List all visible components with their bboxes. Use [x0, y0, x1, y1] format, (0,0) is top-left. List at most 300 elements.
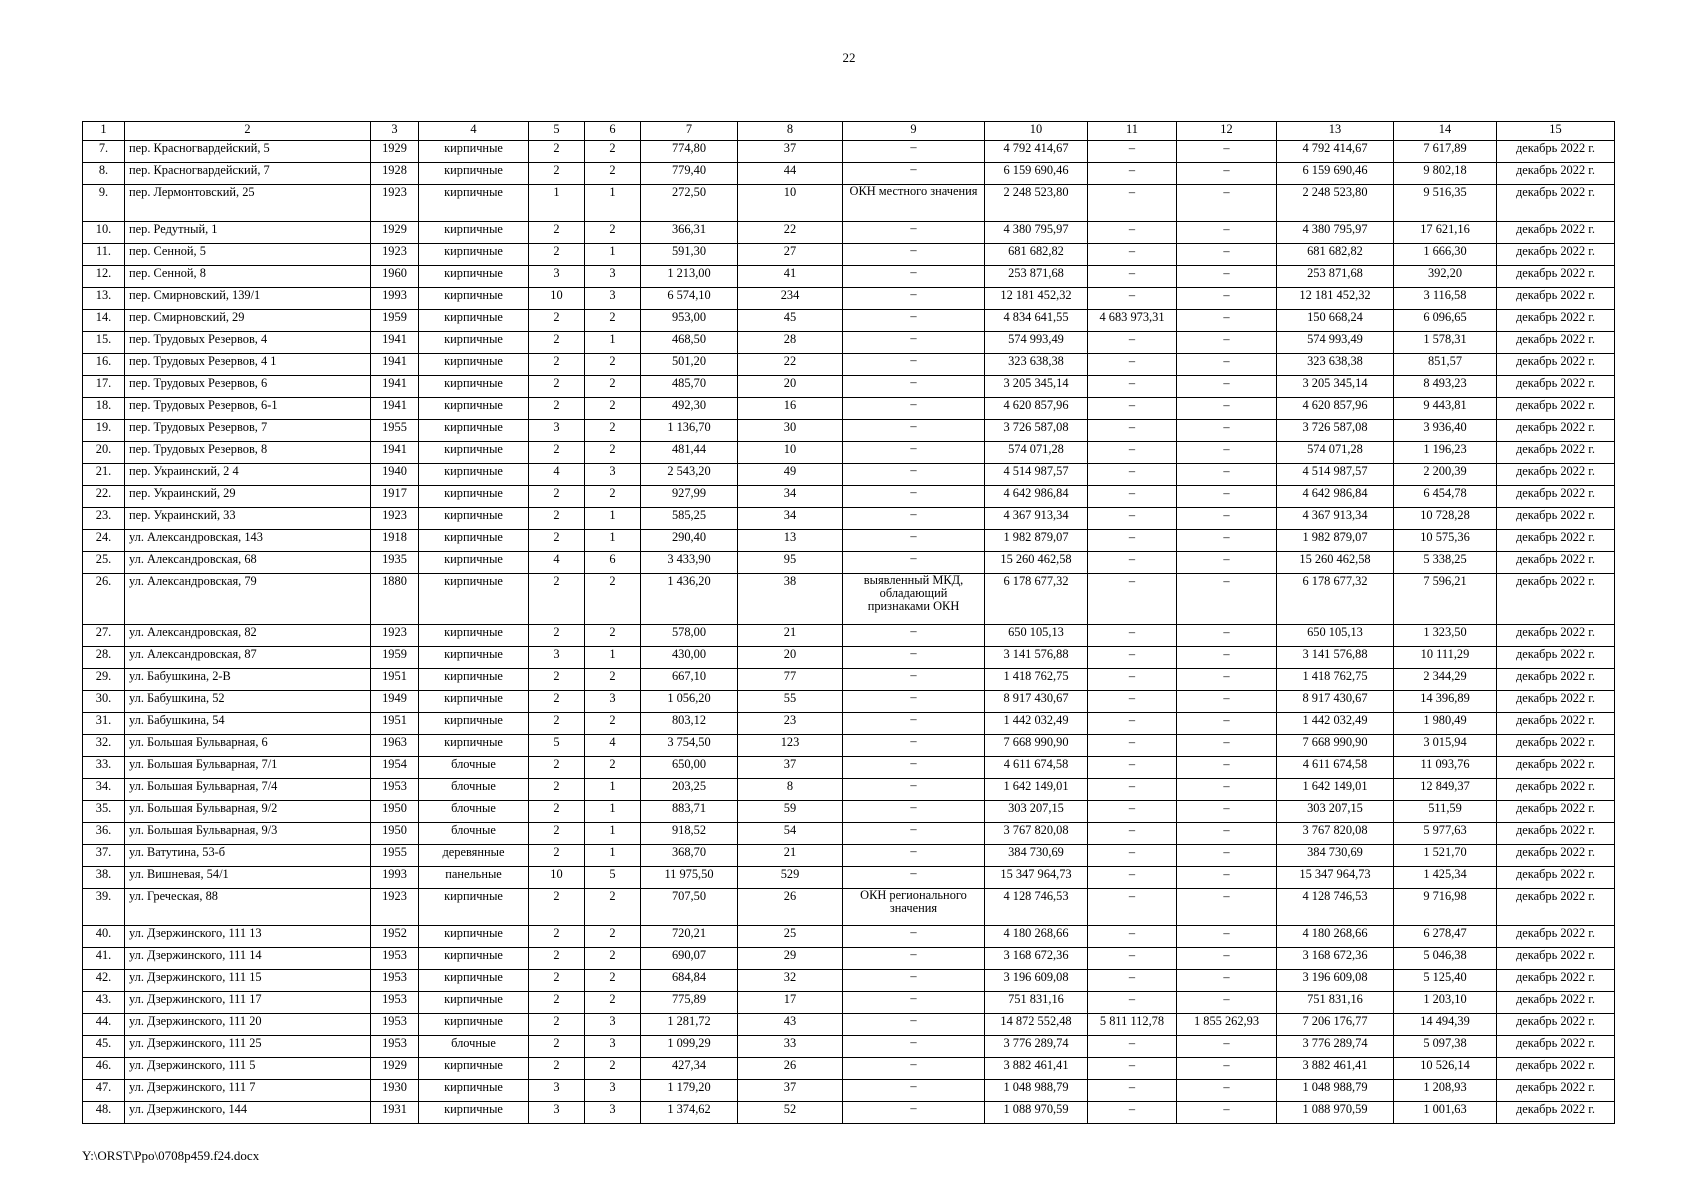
column-header: 14 [1394, 122, 1497, 141]
table-row [83, 691, 1615, 713]
table-cell: 1941 [371, 332, 419, 354]
table-cell: – [843, 757, 985, 779]
table-cell: 1 136,70 [641, 420, 738, 442]
table-cell: – [843, 310, 985, 332]
table-cell: 1 [585, 779, 641, 801]
table-cell: ул. Александровская, 79 [125, 574, 371, 625]
table-cell: 1923 [371, 889, 419, 926]
table-cell: 7 668 990,90 [1277, 735, 1394, 757]
table-cell: 32. [83, 735, 125, 757]
table-cell: 45. [83, 1036, 125, 1058]
table-cell: 59 [738, 801, 843, 823]
table-cell: 44 [738, 163, 843, 185]
table-cell: – [843, 713, 985, 735]
table-row [83, 779, 1615, 801]
table-cell: 8 917 430,67 [985, 691, 1088, 713]
table-cell: блочные [419, 801, 529, 823]
table-row [83, 508, 1615, 530]
table-cell: декабрь 2022 г. [1497, 574, 1615, 625]
table-cell: 4 367 913,34 [1277, 508, 1394, 530]
table-cell: 1993 [371, 288, 419, 310]
table-cell: – [1088, 486, 1177, 508]
table-cell: кирпичные [419, 552, 529, 574]
table-cell: 690,07 [641, 948, 738, 970]
table-cell: 3 168 672,36 [985, 948, 1088, 970]
table-cell: 3 [585, 1080, 641, 1102]
table-cell: 18. [83, 398, 125, 420]
table-cell: – [1088, 1058, 1177, 1080]
table-cell: 481,44 [641, 442, 738, 464]
table-cell: 1953 [371, 1014, 419, 1036]
table-cell: декабрь 2022 г. [1497, 713, 1615, 735]
table-cell: – [843, 669, 985, 691]
table-cell: 9. [83, 185, 125, 222]
table-cell: 511,59 [1394, 801, 1497, 823]
column-header: 6 [585, 122, 641, 141]
table-cell: 31. [83, 713, 125, 735]
table-cell: 10 [529, 867, 585, 889]
table-cell: кирпичные [419, 141, 529, 163]
table-cell: 41 [738, 266, 843, 288]
table-cell: 366,31 [641, 222, 738, 244]
table-cell: кирпичные [419, 735, 529, 757]
table-cell: – [843, 163, 985, 185]
table-cell: кирпичные [419, 185, 529, 222]
table-cell: 1955 [371, 845, 419, 867]
table-cell: – [1088, 801, 1177, 823]
table-cell: 303 207,15 [985, 801, 1088, 823]
table-cell: 253 871,68 [1277, 266, 1394, 288]
table-cell: 3 [529, 420, 585, 442]
table-cell: 3 767 820,08 [1277, 823, 1394, 845]
table-cell: 15 347 964,73 [1277, 867, 1394, 889]
table-cell: – [1088, 266, 1177, 288]
table-cell: 1 [585, 508, 641, 530]
table-cell: 1954 [371, 757, 419, 779]
table-cell: 21 [738, 625, 843, 647]
table-cell: 55 [738, 691, 843, 713]
table-cell: – [1088, 244, 1177, 266]
table-cell: 42. [83, 970, 125, 992]
table-cell: 2 [585, 970, 641, 992]
table-cell: 3 205 345,14 [1277, 376, 1394, 398]
table-cell: 574 071,28 [1277, 442, 1394, 464]
table-cell: декабрь 2022 г. [1497, 735, 1615, 757]
table-cell: – [1177, 141, 1277, 163]
table-cell: – [843, 398, 985, 420]
table-cell: ул. Александровская, 82 [125, 625, 371, 647]
table-cell: – [1088, 530, 1177, 552]
table-cell: – [1088, 552, 1177, 574]
table-cell: 27 [738, 244, 843, 266]
table-cell: 5 811 112,78 [1088, 1014, 1177, 1036]
table-cell: кирпичные [419, 376, 529, 398]
table-cell: – [1177, 735, 1277, 757]
table-cell: декабрь 2022 г. [1497, 992, 1615, 1014]
table-cell: 29. [83, 669, 125, 691]
table-cell: 1 642 149,01 [1277, 779, 1394, 801]
table-cell: 1918 [371, 530, 419, 552]
table-cell: блочные [419, 757, 529, 779]
table-cell: 384 730,69 [1277, 845, 1394, 867]
table-cell: 10 575,36 [1394, 530, 1497, 552]
table-cell: – [1177, 420, 1277, 442]
table-cell: кирпичные [419, 244, 529, 266]
table-cell: 1950 [371, 823, 419, 845]
table-cell: 11 093,76 [1394, 757, 1497, 779]
table-cell: – [1088, 163, 1177, 185]
table-row [83, 948, 1615, 970]
table-cell: 2 [529, 163, 585, 185]
table-cell: пер. Трудовых Резервов, 6-1 [125, 398, 371, 420]
table-cell: 150 668,24 [1277, 310, 1394, 332]
table-cell: 2 [529, 354, 585, 376]
table-cell: – [1088, 845, 1177, 867]
table-cell: 2 [529, 508, 585, 530]
column-header: 8 [738, 122, 843, 141]
table-cell: 22. [83, 486, 125, 508]
table-cell: ул. Дзержинского, 111 25 [125, 1036, 371, 1058]
table-cell: 1 [585, 185, 641, 222]
table-cell: 1 578,31 [1394, 332, 1497, 354]
table-body [83, 141, 1615, 1124]
table-cell: 323 638,38 [1277, 354, 1394, 376]
table-cell: 1 [585, 801, 641, 823]
table-cell: 1923 [371, 625, 419, 647]
table-cell: – [843, 376, 985, 398]
table-cell: 2 [529, 244, 585, 266]
table-cell: 41. [83, 948, 125, 970]
table-cell: – [1177, 1036, 1277, 1058]
table-cell: 1935 [371, 552, 419, 574]
table-cell: – [843, 288, 985, 310]
table-cell: 1 048 988,79 [1277, 1080, 1394, 1102]
table-cell: 1 196,23 [1394, 442, 1497, 464]
table-cell: 2 [529, 669, 585, 691]
table-cell: 2 [585, 310, 641, 332]
table-cell: – [1088, 647, 1177, 669]
table-cell: ул. Большая Бульварная, 9/2 [125, 801, 371, 823]
table-cell: 1 088 970,59 [985, 1102, 1088, 1124]
table-cell: ОКН местного значения [843, 185, 985, 222]
table-cell: – [843, 442, 985, 464]
table-cell: 4 792 414,67 [1277, 141, 1394, 163]
table-cell: 12. [83, 266, 125, 288]
table-cell: ул. Александровская, 143 [125, 530, 371, 552]
table-cell: – [1088, 992, 1177, 1014]
table-cell: 17 [738, 992, 843, 1014]
table-cell: 1941 [371, 398, 419, 420]
table-cell: декабрь 2022 г. [1497, 398, 1615, 420]
table-cell: ул. Бабушкина, 2-В [125, 669, 371, 691]
table-cell: декабрь 2022 г. [1497, 1080, 1615, 1102]
column-header: 7 [641, 122, 738, 141]
table-row [83, 288, 1615, 310]
table-cell: пер. Смирновский, 29 [125, 310, 371, 332]
table-cell: декабрь 2022 г. [1497, 310, 1615, 332]
table-cell: – [1177, 926, 1277, 948]
table-cell: декабрь 2022 г. [1497, 508, 1615, 530]
table-cell: 720,21 [641, 926, 738, 948]
table-cell: 39. [83, 889, 125, 926]
table-cell: декабрь 2022 г. [1497, 442, 1615, 464]
table-cell: 38 [738, 574, 843, 625]
table-cell: – [843, 823, 985, 845]
table-cell: 3 [585, 691, 641, 713]
table-cell: 1 855 262,93 [1177, 1014, 1277, 1036]
table-cell: пер. Украинский, 33 [125, 508, 371, 530]
table-cell: 44. [83, 1014, 125, 1036]
table-cell: декабрь 2022 г. [1497, 845, 1615, 867]
table-cell: 2 [529, 801, 585, 823]
table-cell: 1955 [371, 420, 419, 442]
table-row [83, 823, 1615, 845]
table-cell: – [1177, 691, 1277, 713]
table-cell: декабрь 2022 г. [1497, 970, 1615, 992]
table-cell: ул. Греческая, 88 [125, 889, 371, 926]
table-cell: 8 [738, 779, 843, 801]
table-cell: – [1177, 244, 1277, 266]
table-cell: 3 [585, 288, 641, 310]
table-cell: 3 [585, 1102, 641, 1124]
table-cell: – [843, 266, 985, 288]
table-cell: 22 [738, 354, 843, 376]
table-cell: 2 [529, 845, 585, 867]
table-cell: декабрь 2022 г. [1497, 691, 1615, 713]
table-cell: 4 611 674,58 [1277, 757, 1394, 779]
table-row [83, 163, 1615, 185]
table-cell: – [1177, 779, 1277, 801]
table-cell: выявленный МКД, обладающий признаками ОКН [843, 574, 985, 625]
table-cell: 1 982 879,07 [1277, 530, 1394, 552]
table-cell: 34. [83, 779, 125, 801]
table-cell: 368,70 [641, 845, 738, 867]
table-cell: 1 323,50 [1394, 625, 1497, 647]
table-cell: 34 [738, 508, 843, 530]
housing-table [82, 121, 1615, 1124]
table-cell: 2 [585, 757, 641, 779]
table-cell: ул. Дзержинского, 111 17 [125, 992, 371, 1014]
table-cell: пер. Трудовых Резервов, 7 [125, 420, 371, 442]
table-cell: – [1088, 1080, 1177, 1102]
table-cell: ул. Дзержинского, 111 5 [125, 1058, 371, 1080]
table-cell: 23 [738, 713, 843, 735]
table-cell: кирпичные [419, 647, 529, 669]
table-cell: кирпичные [419, 222, 529, 244]
table-cell: – [843, 1058, 985, 1080]
table-cell: 650,00 [641, 757, 738, 779]
table-cell: ул. Александровская, 68 [125, 552, 371, 574]
table-cell: – [843, 530, 985, 552]
table-cell: 883,71 [641, 801, 738, 823]
table-cell: ул. Ватутина, 53-б [125, 845, 371, 867]
table-cell: 3 [529, 647, 585, 669]
table-cell: 1 213,00 [641, 266, 738, 288]
table-cell: – [1177, 288, 1277, 310]
table-row [83, 486, 1615, 508]
table-cell: 1 281,72 [641, 1014, 738, 1036]
table-cell: 1 982 879,07 [985, 530, 1088, 552]
table-row [83, 647, 1615, 669]
table-cell: 953,00 [641, 310, 738, 332]
table-cell: 2 [585, 442, 641, 464]
table-cell: 20 [738, 376, 843, 398]
table-cell: – [1177, 398, 1277, 420]
table-cell: 2 248 523,80 [1277, 185, 1394, 222]
table-cell: 12 849,37 [1394, 779, 1497, 801]
table-cell: 1 442 032,49 [985, 713, 1088, 735]
table-cell: 11. [83, 244, 125, 266]
table-cell: – [1177, 574, 1277, 625]
table-cell: 3 767 820,08 [985, 823, 1088, 845]
table-cell: кирпичные [419, 1058, 529, 1080]
table-row [83, 442, 1615, 464]
table-cell: 37. [83, 845, 125, 867]
column-header: 15 [1497, 122, 1615, 141]
table-cell: 10. [83, 222, 125, 244]
table-cell: 1 [585, 530, 641, 552]
table-cell: 751 831,16 [1277, 992, 1394, 1014]
table-cell: 2 [529, 332, 585, 354]
table-cell: декабрь 2022 г. [1497, 948, 1615, 970]
table-cell: декабрь 2022 г. [1497, 669, 1615, 691]
table-cell: – [1088, 691, 1177, 713]
table-cell: 16. [83, 354, 125, 376]
table-cell: 1 [585, 244, 641, 266]
table-cell: 4 620 857,96 [1277, 398, 1394, 420]
table-cell: 1 056,20 [641, 691, 738, 713]
table-cell: панельные [419, 867, 529, 889]
table-cell: – [1088, 779, 1177, 801]
table-cell: 43 [738, 1014, 843, 1036]
table-cell: – [1088, 354, 1177, 376]
table-cell: 1953 [371, 948, 419, 970]
table-cell: пер. Красногвардейский, 7 [125, 163, 371, 185]
table-cell: ОКН регионального значения [843, 889, 985, 926]
table-cell: 2 [529, 1014, 585, 1036]
table-cell: 1929 [371, 141, 419, 163]
table-cell: – [843, 508, 985, 530]
table-cell: – [843, 244, 985, 266]
table-cell: 803,12 [641, 713, 738, 735]
table-cell: 4 834 641,55 [985, 310, 1088, 332]
table-cell: декабрь 2022 г. [1497, 185, 1615, 222]
table-cell: 2 543,20 [641, 464, 738, 486]
table-cell: 4 [529, 464, 585, 486]
table-cell: 10 728,28 [1394, 508, 1497, 530]
table-cell: 3 754,50 [641, 735, 738, 757]
table-cell: 5 097,38 [1394, 1036, 1497, 1058]
table-cell: 1941 [371, 354, 419, 376]
table-cell: 3 168 672,36 [1277, 948, 1394, 970]
table-cell: 7 668 990,90 [985, 735, 1088, 757]
table-cell: 1993 [371, 867, 419, 889]
table-row [83, 992, 1615, 1014]
table-cell: 2 [529, 486, 585, 508]
table-cell: 1951 [371, 713, 419, 735]
table-cell: 2 [529, 889, 585, 926]
table-cell: 574 993,49 [1277, 332, 1394, 354]
table-cell: декабрь 2022 г. [1497, 867, 1615, 889]
table-cell: 1930 [371, 1080, 419, 1102]
table-cell: – [843, 691, 985, 713]
table-cell: 253 871,68 [985, 266, 1088, 288]
table-cell: 2 [529, 398, 585, 420]
table-row [83, 398, 1615, 420]
table-cell: 468,50 [641, 332, 738, 354]
table-cell: – [843, 141, 985, 163]
table-cell: – [843, 867, 985, 889]
table-cell: – [1088, 970, 1177, 992]
table-cell: – [1088, 867, 1177, 889]
table-cell: – [1088, 185, 1177, 222]
table-row [83, 266, 1615, 288]
table-cell: кирпичные [419, 420, 529, 442]
table-cell: 1 048 988,79 [985, 1080, 1088, 1102]
table-cell: 10 526,14 [1394, 1058, 1497, 1080]
table-cell: 1931 [371, 1102, 419, 1124]
table-cell: 14 872 552,48 [985, 1014, 1088, 1036]
table-cell: 203,25 [641, 779, 738, 801]
table-cell: 4 683 973,31 [1088, 310, 1177, 332]
table-cell: 1929 [371, 1058, 419, 1080]
table-cell: кирпичные [419, 669, 529, 691]
table-cell: 2 [529, 1058, 585, 1080]
table-row [83, 735, 1615, 757]
table-cell: 6 178 677,32 [1277, 574, 1394, 625]
table-cell: 7 596,21 [1394, 574, 1497, 625]
table-cell: – [1088, 669, 1177, 691]
table-cell: 9 443,81 [1394, 398, 1497, 420]
table-cell: 2 [585, 1058, 641, 1080]
table-cell: кирпичные [419, 970, 529, 992]
table-row [83, 332, 1615, 354]
table-cell: кирпичные [419, 288, 529, 310]
table-cell: 427,34 [641, 1058, 738, 1080]
table-cell: 15 260 462,58 [1277, 552, 1394, 574]
table-cell: – [843, 1080, 985, 1102]
table-cell: 26 [738, 889, 843, 926]
table-row [83, 574, 1615, 625]
table-cell: 1 374,62 [641, 1102, 738, 1124]
table-cell: 33 [738, 1036, 843, 1058]
table-cell: 1 418 762,75 [1277, 669, 1394, 691]
table-row [83, 244, 1615, 266]
table-cell: 9 802,18 [1394, 163, 1497, 185]
table-cell: 290,40 [641, 530, 738, 552]
table-cell: – [1177, 464, 1277, 486]
table-row [83, 926, 1615, 948]
table-cell: пер. Трудовых Резервов, 4 1 [125, 354, 371, 376]
table-cell: 2 [529, 1036, 585, 1058]
table-cell: 2 [529, 992, 585, 1014]
table-cell: 1 088 970,59 [1277, 1102, 1394, 1124]
table-cell: 1928 [371, 163, 419, 185]
table-cell: – [1177, 222, 1277, 244]
table-cell: 3 141 576,88 [985, 647, 1088, 669]
table-row [83, 552, 1615, 574]
table-cell: 485,70 [641, 376, 738, 398]
table-cell: декабрь 2022 г. [1497, 779, 1615, 801]
table-cell: 1949 [371, 691, 419, 713]
table-cell: – [1177, 266, 1277, 288]
table-cell: 1 [529, 185, 585, 222]
table-cell: 2 [529, 948, 585, 970]
table-cell: кирпичные [419, 310, 529, 332]
table-cell: ул. Вишневая, 54/1 [125, 867, 371, 889]
table-cell: 17. [83, 376, 125, 398]
table-cell: 7 617,89 [1394, 141, 1497, 163]
